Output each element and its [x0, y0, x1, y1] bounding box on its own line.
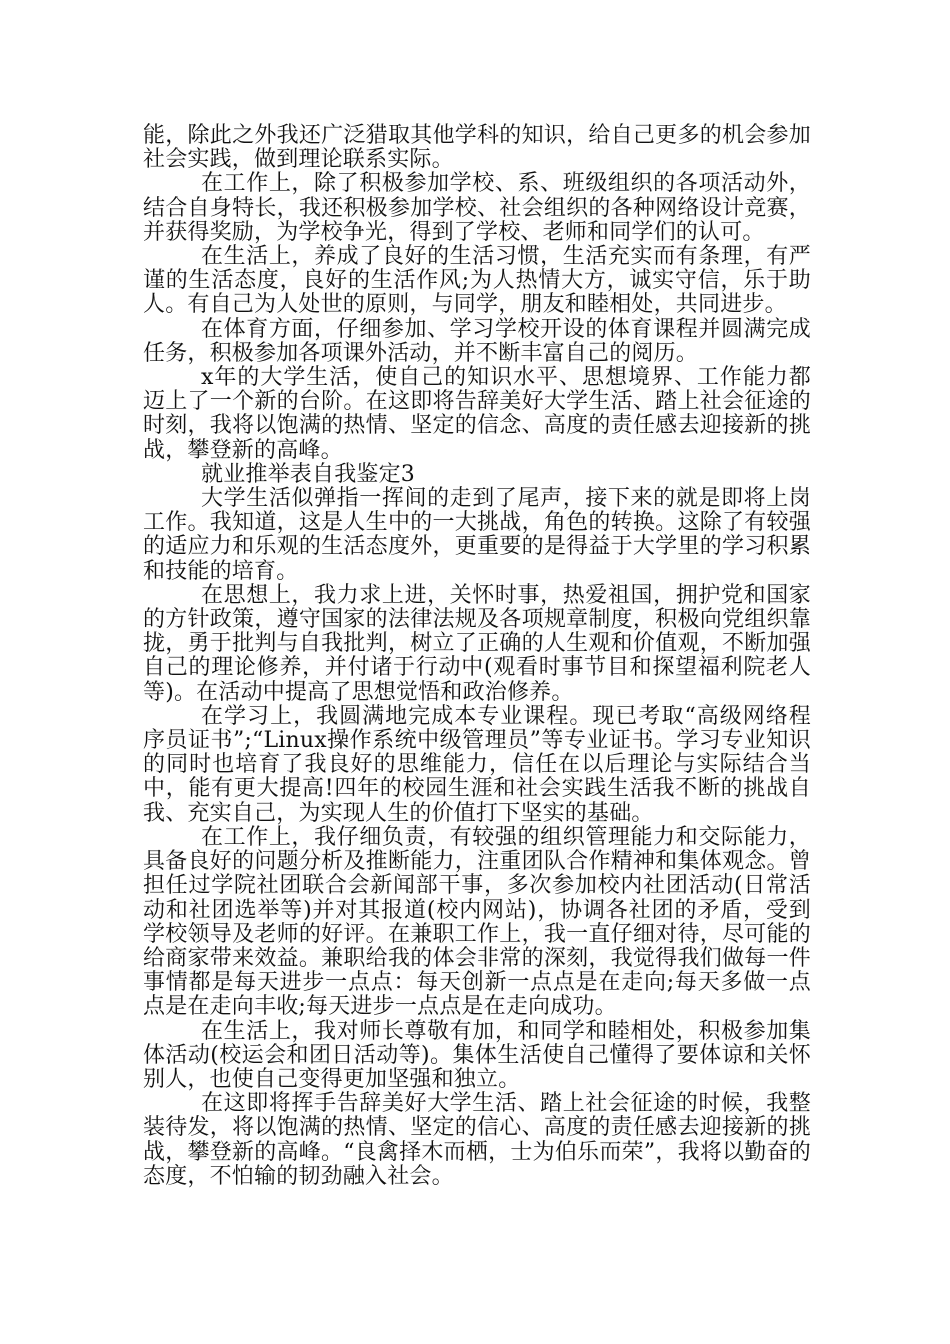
- paragraph-intro: 大学生活似弹指一挥间的走到了尾声，接下来的就是即将上岗工作。我知道，这是人生中的一大挑战，角色的转换。这除了有较强的适应力和乐观的生活态度外，更重要的是得益于大学里的学习积累和技能的培育。: [143, 486, 811, 584]
- paragraph-job: 在工作上，我仔细负责，有较强的组织管理能力和交际能力，具备良好的问题分析及推断能力，注重团队合作精神和集体观念。曾担任过学院社团联合会新闻部干事，多次参加校内社团活动(日常活动和社团选举等)并对其报道(校内网站)，协调各社团的矛盾，受到学校领导及老师的好评。在兼职工作上，我一直仔细对待，尽可能的给商家带来效益。兼职给我的体会非常的深刻，我觉得我们做每一件事情都是每天进步一点点：每天创新一点点是在走向;每天多做一点点是在走向丰收;每天进步一点点是在走向成功。: [143, 824, 811, 1020]
- paragraph-thought: 在思想上，我力求上进，关怀时事，热爱祖国，拥护党和国家的方针政策，遵守国家的法律法规及各项规章制度，积极向党组织靠拢，勇于批判与自我批判，树立了正确的人生观和价值观，不断加强自己的理论修养，并付诸于行动中(观看时事节目和探望福利院老人等)。在活动中提高了思想觉悟和政治修养。: [143, 582, 811, 705]
- paragraph-summary: x年的大学生活，使自己的知识水平、思想境界、工作能力都迈上了一个新的台阶。在这即将告辞美好大学生活、踏上社会征途的时刻，我将以饱满的热情、坚定的信念、高度的责任感去迎接新的挑战，攀登新的高峰。: [143, 365, 811, 463]
- section-heading: 就业推举表自我鉴定3: [201, 461, 415, 487]
- paragraph-sports: 在体育方面，仔细参加、学习学校开设的体育课程并圆满完成任务，积极参加各项课外活动，并不断丰富自己的阅历。: [143, 316, 811, 366]
- paragraph-closing: 在这即将挥手告辞美好大学生活、踏上社会征途的时候，我整装待发，将以饱满的热情、坚定的信心、高度的责任感去迎接新的挑战，攀登新的高峰。“良禽择木而栖，士为伯乐而荣”，我将以勤奋的态度，不怕输的韧劲融入社会。: [143, 1091, 811, 1189]
- paragraph-study: 在学习上，我圆满地完成本专业课程。现已考取“高级网络程序员证书”;“Linux操作系统中级管理员”等专业证书。学习专业知识的同时也培育了我良好的思维能力，信任在以后理论与实际结合当中，能有更大提高!四年的校园生涯和社会实践生活我不断的挑战自我、充实自己，为实现人生的价值打下坚实的基础。: [143, 703, 811, 826]
- paragraph-daily-life: 在生活上，我对师长尊敬有加，和同学和睦相处，积极参加集体活动(校运会和团日活动等)。集体生活使自己懂得了要体谅和关怀别人，也使自己变得更加坚强和独立。: [143, 1018, 811, 1092]
- paragraph-work: 在工作上，除了积极参加学校、系、班级组织的各项活动外，结合自身特长，我还积极参加学校、社会组织的各种网络设计竞赛，并获得奖励，为学校争光，得到了学校、老师和同学们的认可。: [143, 171, 811, 245]
- document-body: [143, 124, 811, 1189]
- paragraph-continuation: 能，除此之外我还广泛猎取其他学科的知识，给自己更多的机会参加社会实践，做到理论联系实际。: [143, 123, 811, 173]
- paragraph-life: 在生活上，养成了良好的生活习惯，生活充实而有条理，有严谨的生活态度，良好的生活作风;为人热情大方，诚实守信，乐于助人。有自己为人处世的原则，与同学，朋友和睦相处，共同进步。: [143, 244, 811, 318]
